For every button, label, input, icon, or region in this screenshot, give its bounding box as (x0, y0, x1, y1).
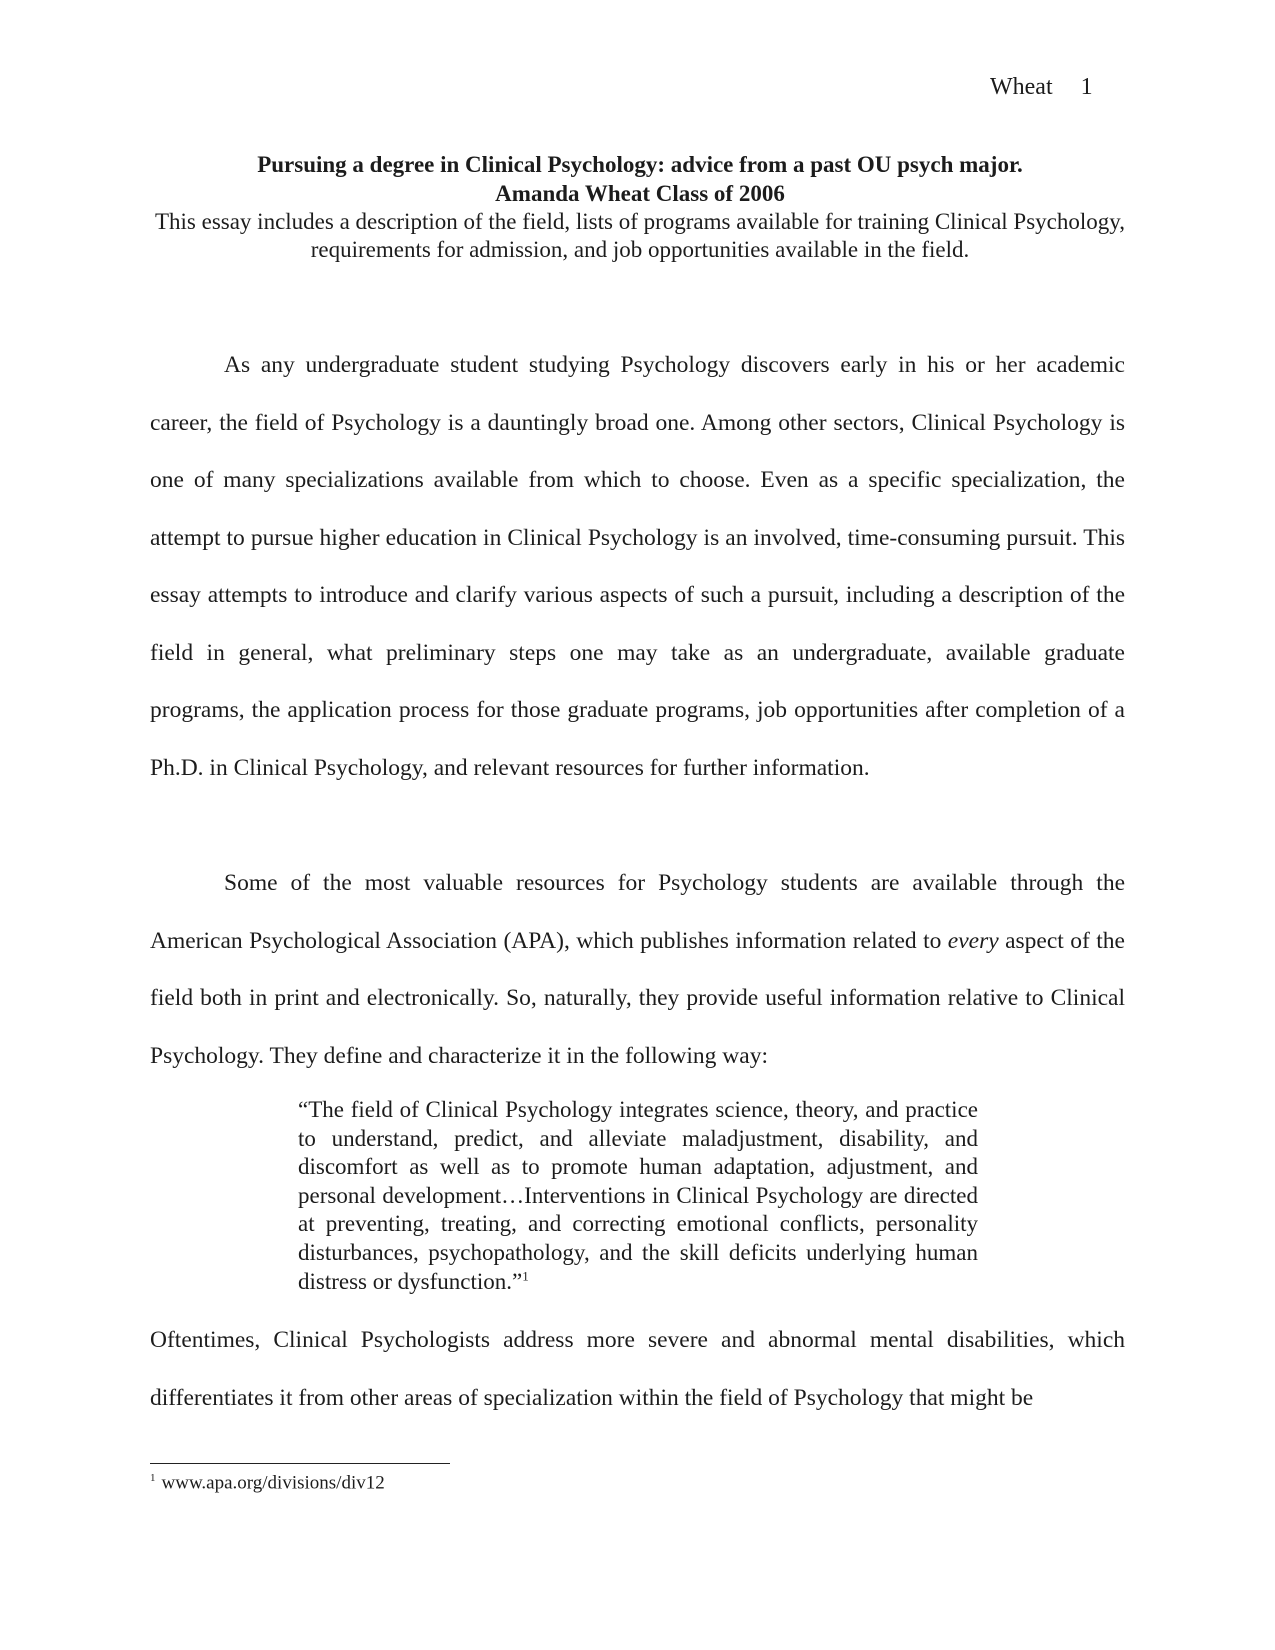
author-line: Amanda Wheat Class of 2006 (495, 181, 785, 206)
title-block (150, 150, 1130, 264)
footnote-reference: 1 (522, 1267, 529, 1283)
body-paragraph-2 (150, 855, 1125, 1085)
footnote-divider (150, 1463, 450, 1464)
body-paragraph-3 (150, 1312, 1125, 1427)
essay-abstract: This essay includes a description of the field, lists of programs available for training Clinical Psychology, requirements for admission, and job opportunities available in the field. (154, 209, 1126, 262)
quote-text: “The field of Clinical Psychology integrates science, theory, and practice to understand, predict, and alleviate maladjustment, disability, and discomfort as well as to promote human adaptation, adjustment, and personal development…Interventions in Clinical Psychology are directed at preventing, treating, and correcting emotional conflicts, personality disturbances, psychopathology, and the skill deficits underlying human distress or dysfunction.” (298, 1097, 978, 1294)
running-header (990, 74, 1120, 101)
essay-title: Pursuing a degree in Clinical Psychology: advice from a past OU psych major. (257, 152, 1023, 177)
paragraph-text: As any undergraduate student studying Psychology discovers early in his or her academic career, the field of Psychology is a dauntingly broad one. Among other sectors, Clinical Psychology is one of many specializations available from which to choose. Even as a specific specialization, the attempt to pursue higher education in Clinical Psychology is an involved, time-consuming pursuit. This essay attempts to introduce and clarify various aspects of such a pursuit, including a description of the field in general, what preliminary steps one may take as an undergraduate, available graduate programs, the application process for those graduate programs, job opportunities after completion of a Ph.D. in Clinical Psychology, and relevant resources for further information. (150, 352, 1125, 781)
header-author: Wheat (990, 74, 1053, 100)
footnote-link[interactable]: www.apa.org/divisions/div12 (161, 1472, 385, 1494)
footnote-number: 1 (150, 1472, 156, 1484)
body-paragraph-1 (150, 337, 1125, 797)
paragraph-segment: aspect of the field both in print and electronically. So, naturally, they provide useful information relative to Clinical Psychology. They define and characterize it in the following way: (150, 927, 1125, 1069)
emphasis-text: every (947, 927, 999, 954)
paragraph-text: Oftentimes, Clinical Psychologists address more severe and abnormal mental disabilities, which differentiates it from other areas of specialization within the field of Psychology that might be (150, 1327, 1125, 1411)
paragraph-text (150, 855, 1125, 1085)
block-quote (298, 1096, 978, 1296)
paragraph-segment: Some of the most valuable resources for Psychology students are available through the American Psychological Association (APA), which publishes information related to (150, 870, 1125, 954)
footnote (150, 1472, 385, 1494)
header-page-number: 1 (1080, 74, 1093, 100)
